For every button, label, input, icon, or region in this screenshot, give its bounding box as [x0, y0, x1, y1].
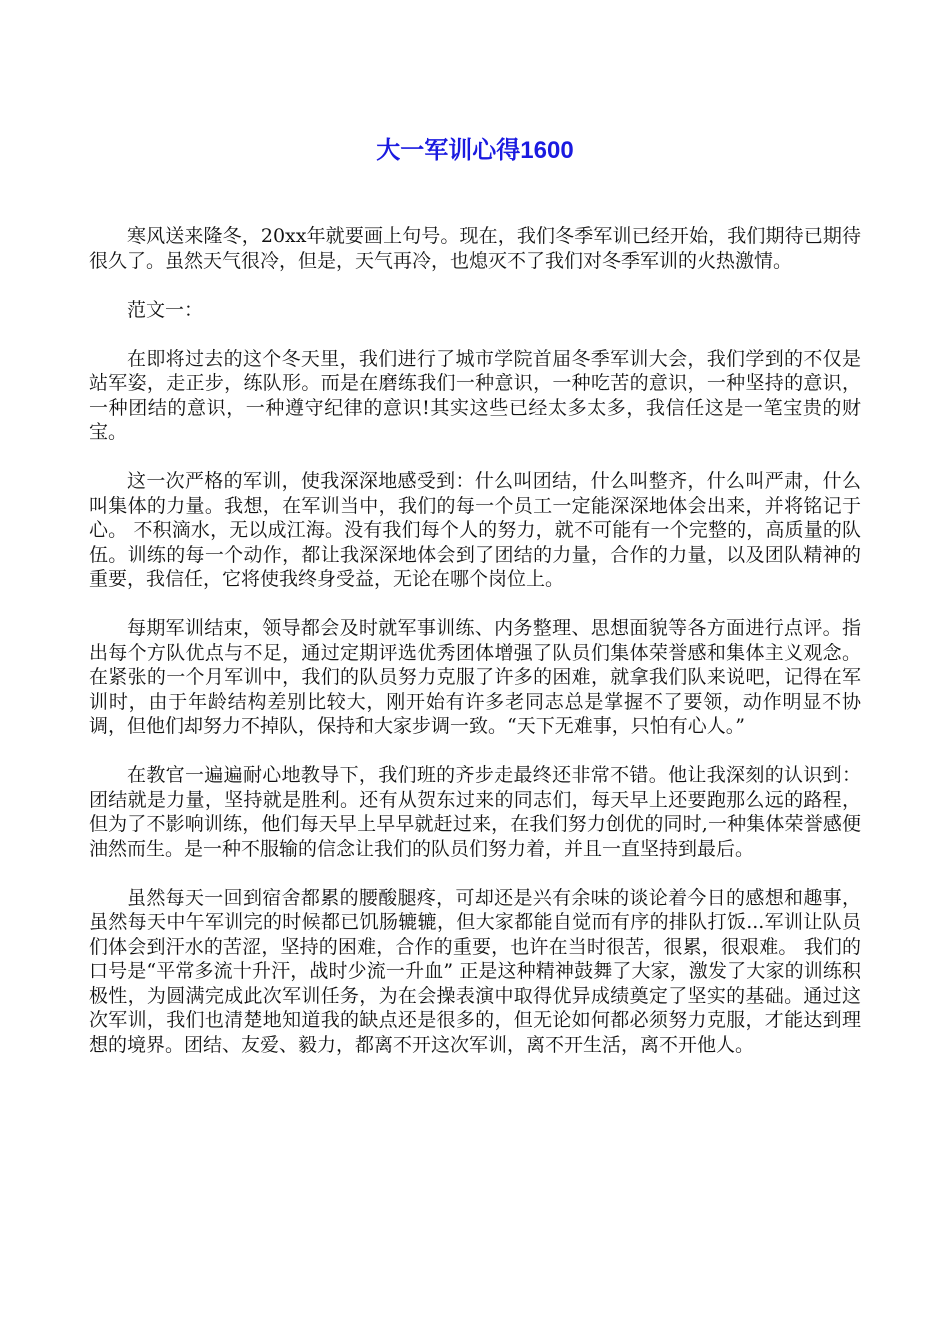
document-body	[89, 224, 861, 1082]
page-title: 大一军训心得1600	[376, 137, 574, 164]
body-paragraph: 在教官一遍遍耐心地教导下，我们班的齐步走最终还非常不错。他让我深刻的认识到：团结就是力量，坚持就是胜利。还有从贺东过来的同志们，每天早上还要跑那么远的路程，但为了不影响训练，他们每天早上早早就赶过来，在我们努力创优的同时,一种集体荣誉感便油然而生。是一种不服输的信念让我们的队员们努力着，并且一直坚持到最后。	[89, 764, 861, 860]
body-paragraph: 每期军训结束，领导都会及时就军事训练、内务整理、思想面貌等各方面进行点评。指出每个方队优点与不足，通过定期评选优秀团体增强了队员们集体荣誉感和集体主义观念。在紧张的一个月军训中，我们的队员努力克服了许多的困难，就拿我们队来说吧，记得在军训时，由于年龄结构差别比较大，刚开始有许多老同志总是掌握不了要领，动作明显不协调，但他们却努力不掉队，保持和大家步调一致。“天下无难事，只怕有心人。”	[89, 617, 861, 737]
body-paragraph: 在即将过去的这个冬天里，我们进行了城市学院首届冬季军训大会，我们学到的不仅是站军姿，走正步，练队形。而是在磨练我们一种意识，一种吃苦的意识，一种坚持的意识，一种团结的意识，一种遵守纪律的意识!其实这些已经太多太多，我信任这是一笔宝贵的财宝。	[89, 347, 861, 443]
body-paragraph: 虽然每天一回到宿舍都累的腰酸腿疼，可却还是兴有余味的谈论着今日的感想和趣事，虽然每天中午军训完的时候都已饥肠辘辘，但大家都能自觉而有序的排队打饭...军训让队员们体会到汗水的苦涩，坚持的困难，合作的重要，也许在当时很苦，很累，很艰难。 我们的口号是“平常多流十升汗，战时少流一升血” 正是这种精神鼓舞了大家，激发了大家的训练积极性，为圆满完成此次军训任务，为在会操表演中取得优异成绩奠定了坚实的基础。通过这次军训，我们也清楚地知道我的缺点还是很多的，但无论如何都必须努力克服，才能达到理想的境界。团结、友爱、毅力，都离不开这次军训，离不开生活，离不开他人。	[89, 886, 861, 1056]
body-paragraph: 这一次严格的军训，使我深深地感受到：什么叫团结，什么叫整齐，什么叫严肃，什么叫集体的力量。我想，在军训当中，我们的每一个员工一定能深深地体会出来，并将铭记于心。 不积滴水，无以成江海。没有我们每个人的努力，就不可能有一个完整的，高质量的队伍。训练的每一个动作，都让我深深地体会到了团结的力量，合作的力量，以及团队精神的重要，我信任，它将使我终身受益，无论在哪个岗位上。	[89, 470, 861, 590]
intro-paragraph: 寒风送来隆冬，20xx年就要画上句号。现在，我们冬季军训已经开始，我们期待已期待很久了。虽然天气很冷，但是，天气再冷，也熄灭不了我们对冬季军训的火热激情。	[89, 225, 861, 272]
section-heading: 范文一：	[127, 298, 204, 321]
